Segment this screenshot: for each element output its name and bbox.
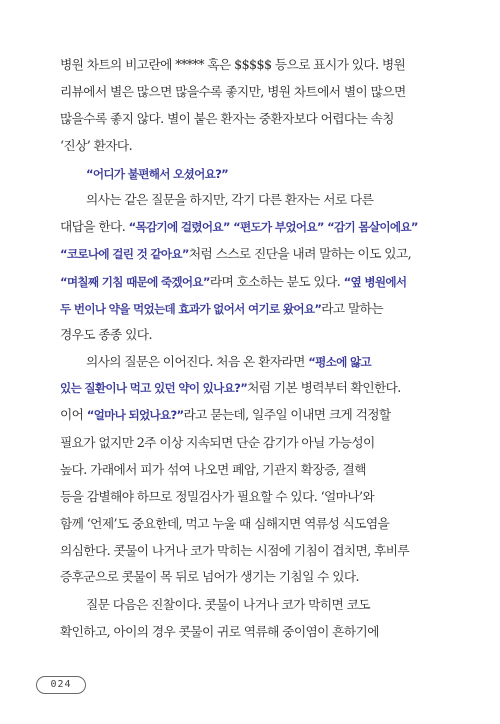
text-line — [60, 623, 379, 641]
text-segment: 처럼 기본 병력부터 확인한다. — [247, 380, 401, 395]
text-line — [60, 326, 152, 344]
text-segment: 병원 차트의 비고란에 ***** 혹은 $$$$$ 등으로 표시가 있다. 병원 — [60, 57, 406, 72]
text-segment: 확인하고, 아이의 경우 콧물이 귀로 역류해 중이염이 흔하기에 — [60, 624, 379, 639]
text-line — [60, 245, 411, 263]
text-segment: 필요가 없지만 2주 이상 지속되면 단순 감기가 아닐 가능성이 — [60, 435, 375, 450]
quoted-speech: “어디가 불편해서 오셨어요?” — [86, 167, 229, 181]
quoted-speech: “코로나에 걸린 것 같아요” — [60, 247, 189, 261]
quoted-speech: “평소에 앓고 — [308, 355, 371, 369]
text-line — [60, 56, 405, 74]
text-line — [60, 542, 409, 560]
text-segment: 의심한다. 콧물이 나거나 코가 막히는 시점에 기침이 겹치면, 후비루 — [60, 543, 410, 558]
text-line — [60, 379, 401, 397]
text-segment: 의사의 질문은 이어진다. 처음 온 환자라면 — [86, 354, 309, 369]
page-number: 024 — [36, 676, 86, 694]
text-line — [60, 273, 406, 291]
text-segment: 리뷰에서 별은 많으면 많을수록 좋지만, 병원 차트에서 별이 많으면 — [60, 84, 406, 99]
text-line — [60, 461, 366, 479]
text-segment: 증후군으로 콧물이 목 뒤로 넘어가 생기는 기침일 수 있다. — [60, 569, 359, 584]
text-line — [60, 353, 371, 371]
text-line — [60, 191, 373, 209]
text-segment: 경우도 종종 있다. — [60, 327, 152, 342]
text-line — [60, 568, 359, 586]
quoted-speech: 두 번이나 약을 먹었는데 효과가 없어서 여기로 왔어요” — [60, 302, 322, 316]
quoted-speech: “며칠째 기침 때문에 죽겠어요” — [60, 275, 210, 289]
text-line — [60, 406, 391, 424]
text-line — [60, 218, 418, 236]
text-segment: 의사는 같은 질문을 하지만, 각기 다른 환자는 서로 다른 — [86, 192, 374, 207]
text-segment: 질문 다음은 진찰이다. 콧물이 나거나 코가 막히면 코도 — [86, 597, 370, 612]
text-segment: 라며 호소하는 분도 있다. — [209, 274, 344, 289]
text-line — [60, 434, 375, 452]
text-segment: 라고 말하는 — [321, 301, 383, 316]
quoted-speech: “목감기에 걸렸어요” “편도가 부었어요” “감기 몸살이에요” — [128, 220, 418, 234]
text-line — [60, 165, 228, 183]
text-line — [60, 83, 406, 101]
text-segment: 처럼 스스로 진단을 내려 말하는 이도 있고, — [188, 246, 412, 261]
text-segment: 등을 감별해야 하므로 정밀검사가 필요할 수 있다. ‘얼마나’와 — [60, 489, 375, 504]
quoted-speech: “옆 병원에서 — [343, 275, 407, 289]
quoted-speech: 있는 질환이나 먹고 있던 약이 있나요?” — [60, 381, 248, 395]
text-segment: 라고 묻는데, 일주일 이내면 크게 걱정할 — [183, 407, 391, 422]
text-segment: 대답을 한다. — [60, 219, 129, 234]
text-segment: 이어 — [60, 407, 87, 422]
text-line — [60, 596, 370, 614]
text-segment: 높다. 가래에서 피가 섞여 나오면 폐암, 기관지 확장증, 결핵 — [60, 462, 366, 477]
text-segment: 많을수록 좋지 않다. 별이 붙은 환자는 중환자보다 어렵다는 속칭 — [60, 111, 394, 126]
quoted-speech: “얼마나 되었나요?” — [86, 408, 184, 422]
text-line — [60, 300, 383, 318]
text-line — [60, 110, 394, 128]
text-line — [60, 137, 132, 155]
text-line — [60, 488, 374, 506]
text-segment: ‘진상’ 환자다. — [60, 138, 133, 153]
text-segment: 함께 ‘언제’도 중요한데, 먹고 누울 때 심해지면 역류성 식도염을 — [60, 516, 390, 531]
text-line — [60, 515, 389, 533]
